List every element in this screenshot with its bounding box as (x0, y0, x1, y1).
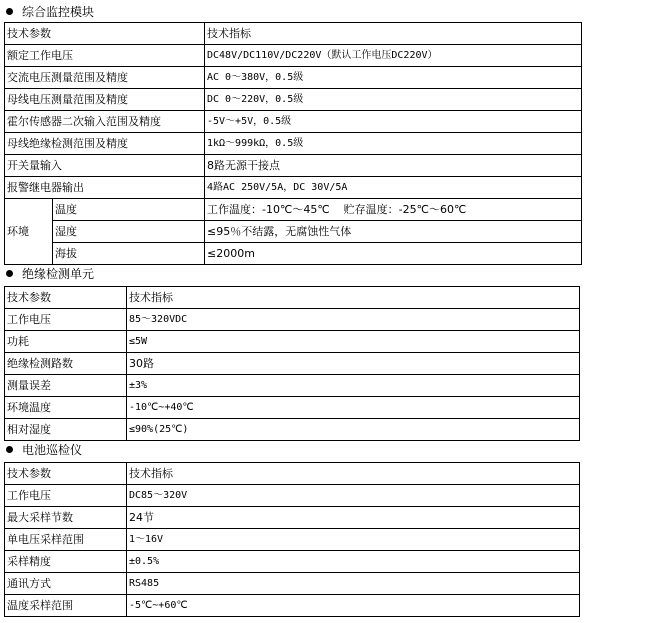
section-title-text: 绝缘检测单元 (22, 267, 95, 281)
value-cell: AC 0～380V，0.5级 (205, 67, 582, 89)
header-cell: 技术参数 (5, 23, 205, 45)
param-cell: 霍尔传感器二次输入范围及精度 (5, 111, 205, 133)
param-cell: 报警继电器输出 (5, 177, 205, 199)
value-cell: 4路AC 250V/5A，DC 30V/5A (205, 177, 582, 199)
insulation-unit-table (4, 286, 580, 441)
monitor-module-table (4, 22, 582, 265)
param-cell: 湿度 (53, 221, 205, 243)
table-row (5, 485, 580, 507)
table-row (5, 507, 580, 529)
param-cell: 相对湿度 (5, 419, 127, 441)
battery-inspector-table (4, 462, 580, 617)
table-row (5, 221, 582, 243)
table-row (5, 45, 582, 67)
table-row (5, 353, 580, 375)
param-cell: 单电压采样范围 (5, 529, 127, 551)
value-cell: ±3% (127, 375, 580, 397)
value-cell: 1～16V (127, 529, 580, 551)
param-cell: 母线电压测量范围及精度 (5, 89, 205, 111)
section-title-text: 综合监控模块 (22, 5, 95, 19)
param-cell: 绝缘检测路数 (5, 353, 127, 375)
table-row (5, 529, 580, 551)
value-cell: ≤90%(25℃) (127, 419, 580, 441)
table-row (5, 551, 580, 573)
value-cell: DC 0～220V，0.5级 (205, 89, 582, 111)
table-row (5, 375, 580, 397)
header-cell: 技术参数 (5, 287, 127, 309)
value-cell: ≤2000m (205, 243, 582, 265)
bullet-icon (6, 8, 13, 15)
param-cell: 通讯方式 (5, 573, 127, 595)
value-cell: 8路无源干接点 (205, 155, 582, 177)
value-cell: 85～320VDC (127, 309, 580, 331)
env-group-cell: 环境 (5, 199, 53, 265)
bullet-icon (6, 446, 13, 453)
table-header-row (5, 463, 580, 485)
param-cell: 温度采样范围 (5, 595, 127, 617)
value-cell: 24节 (127, 507, 580, 529)
param-cell: 海拔 (53, 243, 205, 265)
value-cell: 1kΩ～999kΩ，0.5级 (205, 133, 582, 155)
table-row (5, 111, 582, 133)
param-cell: 环境温度 (5, 397, 127, 419)
param-cell: 母线绝缘检测范围及精度 (5, 133, 205, 155)
table-row (5, 133, 582, 155)
param-cell: 额定工作电压 (5, 45, 205, 67)
value-cell: 工作温度：-10℃～45℃ 贮存温度：-25℃～60℃ (205, 199, 582, 221)
table-row (5, 177, 582, 199)
section-title-battery-inspector (6, 440, 82, 460)
header-cell: 技术指标 (127, 287, 580, 309)
section-title-monitor-module (6, 2, 94, 22)
table-row (5, 573, 580, 595)
section-title-insulation-unit (6, 264, 94, 284)
table-row (5, 155, 582, 177)
table-row (5, 309, 580, 331)
section-title-text: 电池巡检仪 (22, 443, 83, 457)
table-row (5, 397, 580, 419)
table-row (5, 199, 582, 221)
header-cell: 技术参数 (5, 463, 127, 485)
table-row (5, 331, 580, 353)
table-header-row (5, 23, 582, 45)
value-cell: -5V～+5V，0.5级 (205, 111, 582, 133)
value-cell: -5℃~+60℃ (127, 595, 580, 617)
value-cell: DC48V/DC110V/DC220V（默认工作电压DC220V） (205, 45, 582, 67)
param-cell: 功耗 (5, 331, 127, 353)
header-cell: 技术指标 (205, 23, 582, 45)
value-cell: ±0.5% (127, 551, 580, 573)
param-cell: 测量误差 (5, 375, 127, 397)
param-cell: 采样精度 (5, 551, 127, 573)
header-cell: 技术指标 (127, 463, 580, 485)
param-cell: 开关量输入 (5, 155, 205, 177)
table-row (5, 89, 582, 111)
param-cell: 温度 (53, 199, 205, 221)
bullet-icon (6, 270, 13, 277)
param-cell: 交流电压测量范围及精度 (5, 67, 205, 89)
param-cell: 工作电压 (5, 309, 127, 331)
table-row (5, 67, 582, 89)
table-row (5, 595, 580, 617)
table-row (5, 243, 582, 265)
value-cell: DC85～320V (127, 485, 580, 507)
value-cell: -10℃~+40℃ (127, 397, 580, 419)
table-row (5, 419, 580, 441)
param-cell: 工作电压 (5, 485, 127, 507)
value-cell: ≤95％不结露，无腐蚀性气体 (205, 221, 582, 243)
table-header-row (5, 287, 580, 309)
value-cell: 30路 (127, 353, 580, 375)
value-cell: ≤5W (127, 331, 580, 353)
param-cell: 最大采样节数 (5, 507, 127, 529)
value-cell: RS485 (127, 573, 580, 595)
